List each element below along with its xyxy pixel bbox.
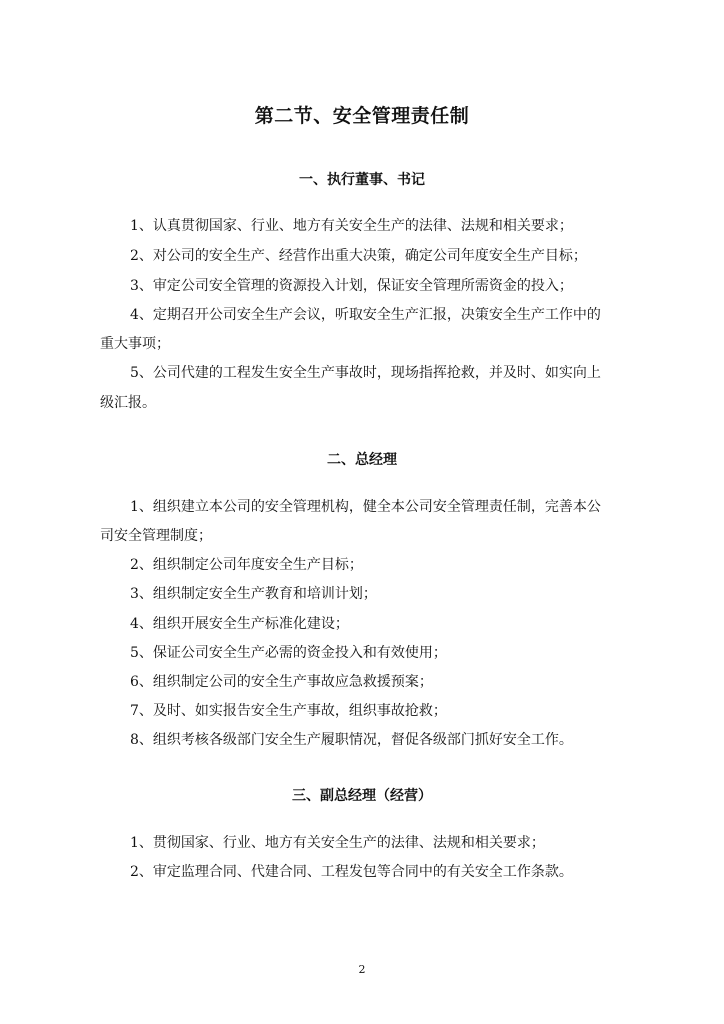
paragraph-line: 7、及时、如实报告安全生产事故，组织事故抢救；: [130, 703, 447, 719]
paragraph-line: 5、公司代建的工程发生安全生产事故时，现场指挥抢救，并及时、如实向上: [130, 365, 601, 381]
paragraph-line: 重大事项；: [100, 336, 170, 352]
paragraph-line: 2、对公司的安全生产、经营作出重大决策，确定公司年度安全生产目标；: [130, 248, 587, 264]
section-heading: 三、副总经理（经营）: [292, 788, 432, 804]
paragraph-line: 6、组织制定公司的安全生产事故应急救援预案；: [130, 674, 433, 690]
page-title: 第二节、安全管理责任制: [254, 105, 470, 127]
page-number: 2: [358, 963, 366, 976]
paragraph-line: 1、组织建立本公司的安全管理机构，健全本公司安全管理责任制，完善本公: [130, 499, 601, 515]
paragraph-line: 司安全管理制度；: [100, 528, 212, 544]
paragraph-line: 级汇报。: [100, 395, 156, 411]
paragraph-line: 1、认真贯彻国家、行业、地方有关安全生产的法律、法规和相关要求；: [130, 218, 573, 234]
section-heading: 二、总经理: [327, 452, 397, 468]
paragraph-line: 1、贯彻国家、行业、地方有关安全生产的法律、法规和相关要求；: [130, 835, 545, 851]
section-heading: 一、执行董事、书记: [299, 172, 425, 188]
paragraph-line: 8、组织考核各级部门安全生产履职情况，督促各级部门抓好安全工作。: [130, 732, 573, 748]
paragraph-line: 3、组织制定安全生产教育和培训计划；: [130, 586, 377, 602]
paragraph-line: 5、保证公司安全生产必需的资金投入和有效使用；: [130, 645, 447, 661]
paragraph-line: 4、定期召开公司安全生产会议，听取安全生产汇报，决策安全生产工作中的: [130, 307, 601, 323]
paragraph-line: 4、组织开展安全生产标准化建设；: [130, 616, 349, 632]
paragraph-line: 3、审定公司安全管理的资源投入计划，保证安全管理所需资金的投入；: [130, 278, 573, 294]
paragraph-line: 2、组织制定公司年度安全生产目标；: [130, 557, 363, 573]
paragraph-line: 2、审定监理合同、代建合同、工程发包等合同中的有关安全工作条款。: [130, 864, 573, 880]
